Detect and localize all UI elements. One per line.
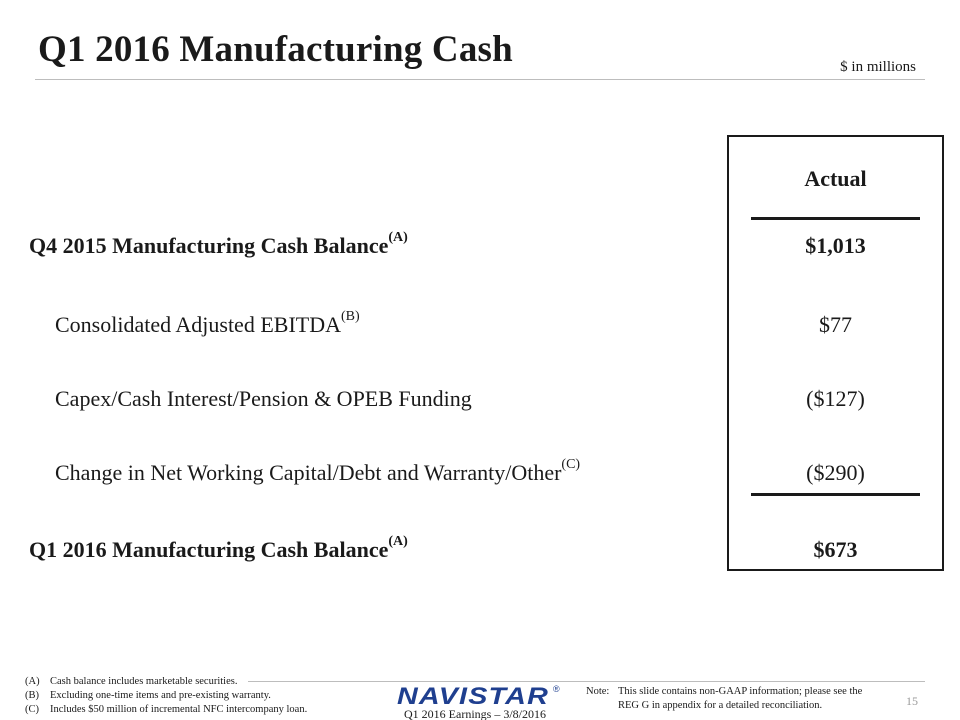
footnotes xyxy=(25,675,307,717)
footnote-ref: (C) xyxy=(561,457,581,472)
note-label: Note: xyxy=(586,686,610,697)
row-value-q4-balance: $1,013 xyxy=(805,233,866,258)
footnote-mark: (C) xyxy=(25,704,39,715)
page-title: Q1 2016 Manufacturing Cash xyxy=(38,29,513,70)
footnote-text: Cash balance includes marketable securities. xyxy=(50,676,238,687)
row-label-capex xyxy=(55,386,472,412)
earnings-label: Q1 2016 Earnings – 3/8/2016 xyxy=(404,707,546,720)
footnote-ref: (A) xyxy=(388,534,408,549)
footnote-text: Includes $50 million of incremental NFC intercompany loan. xyxy=(50,704,308,715)
header-underline xyxy=(751,217,920,220)
title-divider xyxy=(35,79,925,80)
row-label-working-capital xyxy=(55,457,581,486)
row-label-q4-balance xyxy=(29,230,408,259)
row-value-capex: ($127) xyxy=(806,386,865,411)
row-value-working-capital: ($290) xyxy=(806,460,865,485)
footnote-mark: (B) xyxy=(25,690,39,701)
navistar-logo xyxy=(395,682,565,708)
row-value-q1-balance: $673 xyxy=(813,537,858,562)
units-label: $ in millions xyxy=(840,59,916,75)
row-label-q1-balance xyxy=(29,534,408,563)
row-label-text: Q1 2016 Manufacturing Cash Balance xyxy=(29,537,389,562)
actual-column-header: Actual xyxy=(804,166,867,191)
row-label-text: Consolidated Adjusted EBITDA xyxy=(55,312,341,337)
footnote-ref: (A) xyxy=(388,230,408,245)
row-label-text: Capex/Cash Interest/Pension & OPEB Funding xyxy=(55,386,472,411)
non-gaap-note xyxy=(586,685,878,713)
footnote-ref: (B) xyxy=(340,309,360,324)
footnote-c xyxy=(25,703,307,717)
row-label-ebitda xyxy=(55,309,360,338)
registered-mark: ® xyxy=(553,684,560,694)
page-number: 15 xyxy=(906,694,918,708)
row-value-ebitda: $77 xyxy=(819,312,852,337)
note-text: This slide contains non-GAAP information; please see the REG G in appendix for a detailed reconciliation. xyxy=(618,686,863,711)
row-label-text: Change in Net Working Capital/Debt and Warranty/Other xyxy=(55,460,562,485)
footnote-mark: (A) xyxy=(25,676,40,687)
total-rule xyxy=(751,493,920,496)
footnote-b xyxy=(25,689,307,703)
footer-divider xyxy=(248,681,925,682)
footnote-a xyxy=(25,675,307,689)
logo-wordmark: NAVISTAR xyxy=(397,683,549,708)
actual-column-box xyxy=(727,135,944,571)
row-label-text: Q4 2015 Manufacturing Cash Balance xyxy=(29,233,389,258)
footnote-text: Excluding one-time items and pre-existing warranty. xyxy=(50,690,271,701)
